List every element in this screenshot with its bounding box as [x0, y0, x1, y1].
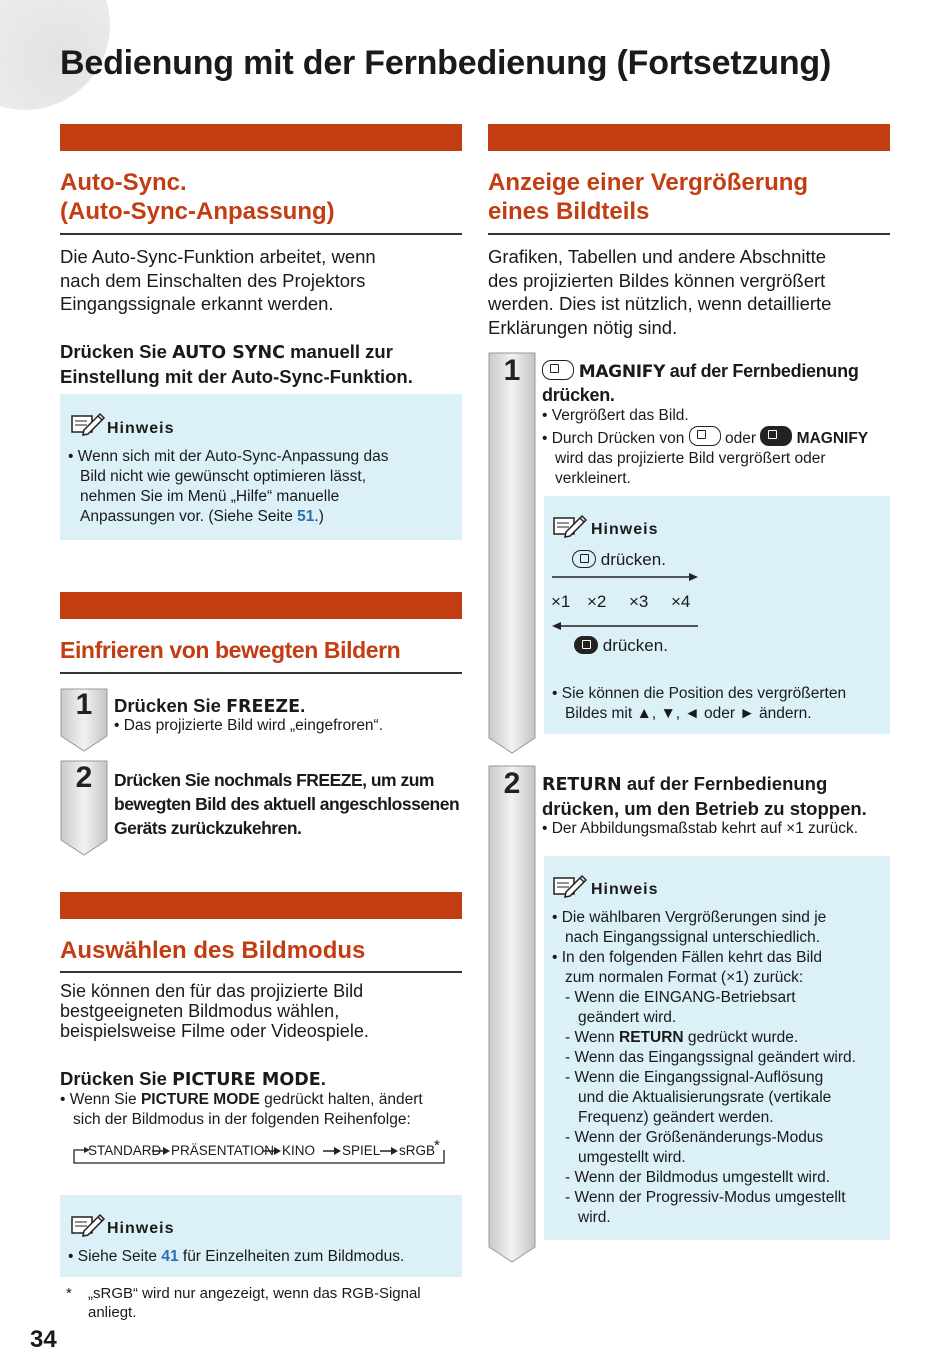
key-name: AUTO SYNC	[172, 343, 285, 363]
autosync-title-line2: (Auto-Sync-Anpassung)	[60, 198, 335, 225]
text-line: Sie können den für das projizierte Bild	[60, 981, 364, 1001]
text: auf der Fernbedienung	[621, 773, 828, 794]
text: Drücken Sie	[114, 695, 227, 716]
magnify-title-line1: Anzeige einer Vergrößerung	[488, 169, 809, 196]
note-text	[552, 684, 846, 724]
magnify-title-line2: eines Bildteils	[488, 198, 650, 225]
magnify-step2-instruction	[542, 772, 867, 820]
text-line: - Wenn der Größenänderungs-Modus	[565, 1129, 824, 1146]
text: oder	[720, 430, 761, 447]
text: Anpassungen vor. (Siehe Seite	[80, 508, 298, 525]
text-line: Geräts zurückzukehren.	[114, 818, 302, 838]
arrow-left-line	[552, 621, 698, 631]
footnote-text	[88, 1284, 421, 1322]
text: • Siehe Seite	[68, 1248, 162, 1265]
arrow-right-icon	[152, 1146, 170, 1156]
step-badge	[488, 352, 536, 754]
text-line: • Wenn sich mit der Auto-Sync-Anpassung das	[68, 448, 389, 465]
text-line: Einstellung mit der Auto-Sync-Funktion.	[60, 366, 413, 387]
text-line: „sRGB“ wird nur angezeigt, wenn das RGB-Signal	[88, 1285, 421, 1302]
text-line: drücken, um den Betrieb zu stoppen.	[542, 798, 867, 819]
pencil-note-icon	[552, 872, 588, 900]
text-line: des projizierten Bildes können vergrößert	[488, 269, 826, 291]
arrow-right-icon	[263, 1146, 281, 1156]
section-rule	[60, 971, 462, 973]
text-line: Grafiken, Tabellen und andere Abschnitte	[488, 246, 827, 267]
text-line: bestgeeigneten Bildmodus wählen,	[60, 1001, 340, 1021]
step-number: 1	[503, 354, 521, 387]
text-line: umgestellt wird.	[578, 1149, 686, 1166]
autosync-title	[60, 168, 335, 226]
magnify-step1-bullets	[542, 406, 868, 489]
section-rule	[60, 672, 462, 674]
text-line: und die Aktualisierungsrate (vertikale	[578, 1089, 832, 1106]
magnify-plus-key-icon	[689, 426, 721, 446]
text-line: geändert wird.	[578, 1009, 677, 1026]
key-name: RETURN	[542, 775, 622, 795]
seq-item-srgb: sRGB	[399, 1143, 436, 1158]
seq-item-kino: KINO	[282, 1143, 316, 1158]
text-line: • Sie können die Position des vergrößerten	[552, 685, 847, 702]
picturemode-bullet	[60, 1090, 423, 1130]
magnify-step1-instruction	[542, 360, 859, 407]
text: Drücken Sie nochmals	[114, 770, 297, 790]
text-line: - Wenn der Progressiv-Modus umgestellt	[565, 1189, 846, 1206]
key-name: MAGNIFY	[796, 430, 869, 447]
text-line: Frequenz) geändert werden.	[578, 1109, 774, 1126]
step-number: 1	[75, 688, 93, 721]
text-line: bewegten Bild des aktuell angeschlossenen	[114, 794, 460, 814]
note-text	[68, 447, 458, 527]
step-number: 2	[503, 767, 521, 800]
key-name: FREEZE	[226, 697, 301, 717]
key-name: PICTURE MODE	[140, 1091, 260, 1108]
note-heading: Hinweis	[591, 881, 659, 898]
text: drücken.	[602, 636, 668, 655]
scale-x2: ×2	[587, 592, 607, 611]
note-box-magnify-2	[544, 856, 890, 1240]
text: .	[300, 695, 306, 716]
text-line: anliegt.	[88, 1304, 137, 1321]
scale-x3: ×3	[629, 592, 649, 611]
pencil-note-icon	[552, 512, 588, 540]
section-bar-freeze	[60, 592, 462, 619]
section-bar-picturemode	[60, 892, 462, 919]
note-box-picturemode	[60, 1195, 462, 1277]
page-title: Bedienung mit der Fernbedienung (Fortsetzung)	[60, 44, 832, 82]
seq-footnote-mark: *	[434, 1137, 440, 1154]
seq-item-spiel: SPIEL	[342, 1143, 381, 1158]
magnify-press-row	[572, 550, 666, 570]
text-line: nach Eingangssignal unterschiedlich.	[565, 929, 821, 946]
footnote-mark: *	[66, 1285, 72, 1302]
page-link[interactable]: 41	[161, 1248, 179, 1265]
arrow-right-line	[552, 572, 698, 582]
section-rule	[60, 233, 462, 235]
text: gedrückt wurde.	[683, 1029, 799, 1046]
section-rule	[488, 233, 890, 235]
text: auf der Fernbedienung	[665, 361, 859, 381]
text-line: Erklärungen nötig sind.	[488, 316, 678, 338]
autosync-instruction	[60, 340, 413, 388]
text: gedrückt halten, ändert	[259, 1091, 423, 1108]
text-line: verkleinert.	[555, 470, 631, 487]
section-bar-magnify	[488, 124, 890, 151]
seq-item-standard: STANDARD	[88, 1143, 162, 1158]
text: • Durch Drücken von	[542, 430, 689, 447]
text-line: wird das projizierte Bild vergrößert oder	[555, 450, 826, 467]
text-line: drücken.	[542, 385, 615, 405]
scale-x4: ×4	[671, 592, 691, 611]
text-line: werden. Dies ist nützlich, wenn detaillierte	[488, 293, 832, 314]
magnify-plus-key-icon	[572, 550, 596, 568]
key-name: MAGNIFY	[578, 362, 666, 382]
arrow-right-icon	[380, 1146, 398, 1156]
text: - Wenn	[565, 1029, 619, 1046]
text-line: - Wenn das Eingangssignal geändert wird.	[565, 1049, 856, 1066]
magnify-minus-key-icon	[574, 636, 598, 654]
note-heading: Hinweis	[591, 521, 659, 538]
key-name: PICTURE MODE	[172, 1070, 321, 1090]
text: manuell zur	[284, 341, 393, 362]
text: drücken.	[600, 550, 666, 569]
picturemode-intro	[60, 981, 369, 1041]
pencil-note-icon	[70, 410, 106, 438]
text-line: zum normalen Format (×1) zurück:	[565, 969, 804, 986]
note-box-autosync	[60, 394, 462, 540]
key-name: RETURN	[619, 1029, 684, 1046]
text-line: - Wenn die Eingangssignal-Auflösung	[565, 1069, 824, 1086]
freeze-step2-instruction	[114, 768, 459, 840]
page-link[interactable]: 51	[297, 508, 315, 525]
text: .	[320, 1068, 326, 1089]
arrow-right-icon	[323, 1146, 341, 1156]
text-line: beispielsweise Filme oder Videospiele.	[60, 1021, 369, 1041]
demagnify-press-row	[574, 636, 668, 656]
autosync-title-line1: Auto-Sync.	[60, 169, 187, 196]
seq-item-praesentation: PRÄSENTATION	[171, 1143, 275, 1158]
key-name: FREEZE	[296, 770, 363, 790]
magnify-intro	[488, 245, 831, 339]
scale-x1: ×1	[551, 592, 571, 611]
text-line: Bild nicht wie gewünscht optimieren lässt,	[80, 468, 367, 485]
text: für Einzelheiten zum Bildmodus.	[178, 1248, 405, 1265]
text-line: Die Auto-Sync-Funktion arbeitet, wenn	[60, 246, 376, 267]
autosync-intro	[60, 245, 376, 316]
text-line: - Wenn die EINGANG-Betriebsart	[565, 989, 796, 1006]
magnify-minus-key-icon	[760, 426, 792, 446]
text-line: Eingangssignale erkannt werden.	[60, 293, 334, 314]
step-badge	[488, 765, 536, 1263]
note-text	[552, 908, 856, 1228]
note-box-magnify-1	[544, 496, 890, 734]
text: .)	[314, 508, 324, 525]
note-heading: Hinweis	[107, 420, 175, 437]
page-number: 34	[30, 1326, 57, 1353]
magnify-plus-key-icon	[542, 360, 574, 380]
magnify-step2-bullet: • Der Abbildungsmaßstab kehrt auf ×1 zurück.	[542, 820, 859, 837]
text-line: wird.	[578, 1209, 611, 1226]
pencil-note-icon	[70, 1211, 106, 1239]
picturemode-instruction	[60, 1067, 326, 1092]
text-line: • In den folgenden Fällen kehrt das Bild	[552, 949, 822, 966]
step-number: 2	[75, 761, 93, 794]
freeze-step1-bullet: • Das projizierte Bild wird „eingefroren“.	[114, 717, 384, 734]
note-text	[68, 1247, 404, 1267]
text-line: Bildes mit ▲, ▼, ◄ oder ► ändern.	[565, 705, 812, 722]
text-line: sich der Bildmodus in der folgenden Reihenfolge:	[73, 1111, 411, 1128]
picturemode-title: Auswählen des Bildmodus	[60, 937, 366, 964]
magnify-title	[488, 168, 808, 226]
text: • Wenn Sie	[60, 1091, 141, 1108]
text: Drücken Sie	[60, 1068, 173, 1089]
note-heading: Hinweis	[107, 1220, 175, 1237]
text-line: nach dem Einschalten des Projektors	[60, 269, 366, 291]
text: Drücken Sie	[60, 341, 173, 362]
text: , um zum	[362, 770, 434, 790]
text-line: - Wenn der Bildmodus umgestellt wird.	[565, 1169, 831, 1186]
text-line: • Die wählbaren Vergrößerungen sind je	[552, 909, 827, 926]
text-line: • Vergrößert das Bild.	[542, 407, 689, 424]
freeze-title: Einfrieren von bewegten Bildern	[60, 637, 401, 663]
text-line: nehmen Sie im Menü „Hilfe“ manuelle	[80, 488, 340, 505]
section-bar-autosync	[60, 124, 462, 151]
